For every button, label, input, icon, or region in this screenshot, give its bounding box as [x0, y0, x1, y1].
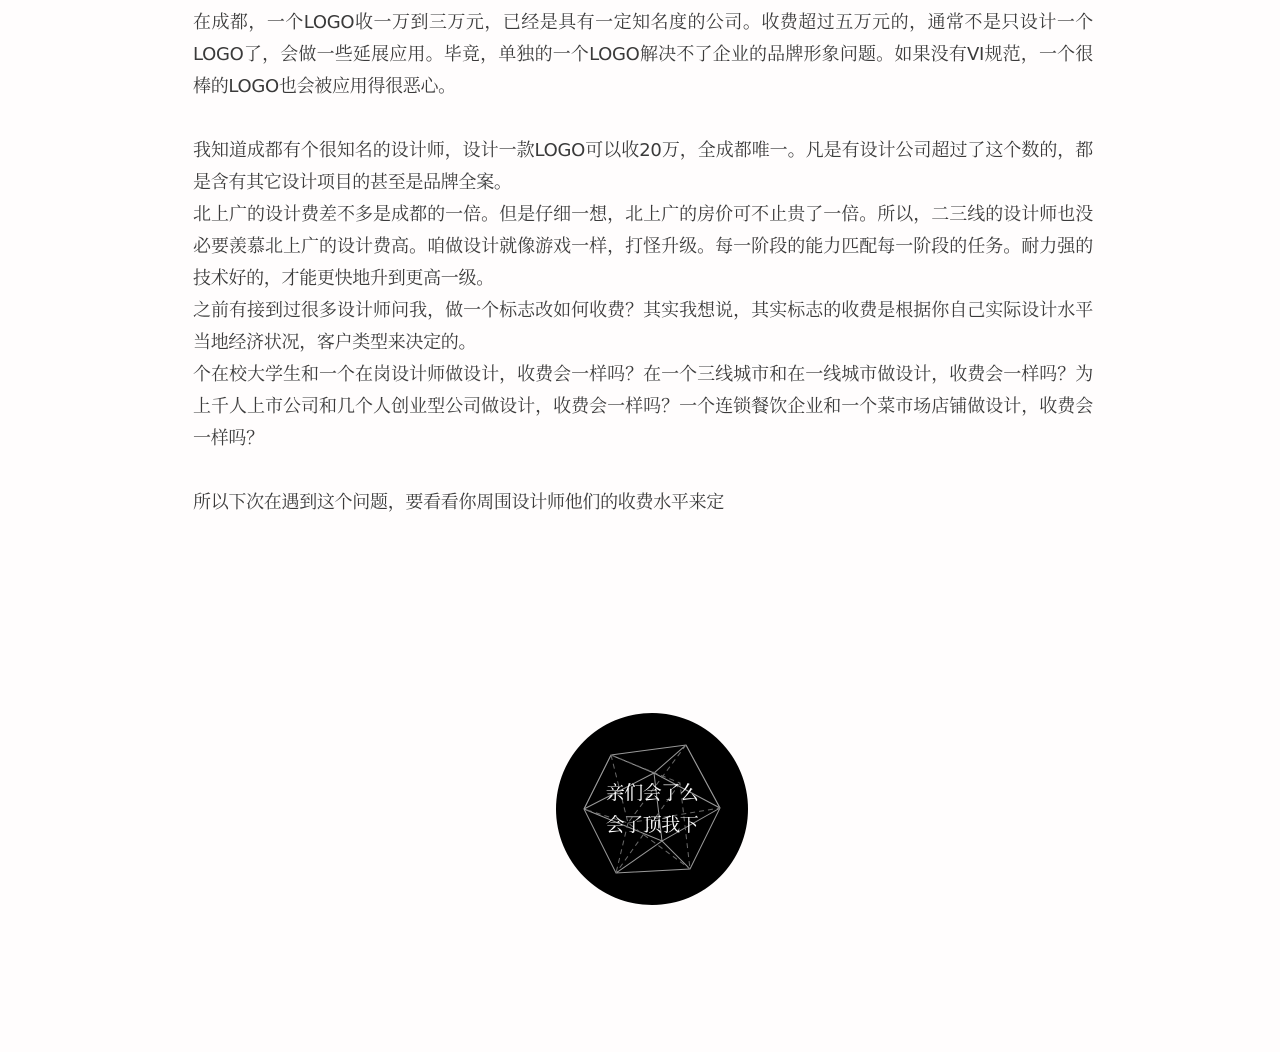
text-line: 技术好的，才能更快地升到更高一级。	[193, 268, 494, 289]
text-line: 棒的LOGO也会被应用得很恶心。	[193, 76, 456, 97]
like-badge-label	[556, 777, 748, 841]
like-badge-line-2: 会了顶我下	[605, 814, 699, 836]
text-line: LOGO了，会做一些延展应用。毕竟，单独的一个LOGO解决不了企业的品牌形象问题。如果没有VI规范，一个很	[193, 44, 1093, 65]
text-line: 是含有其它设计项目的甚至是品牌全案。	[193, 172, 512, 193]
text-line: 所以下次在遇到这个问题，要看看你周围设计师他们的收费水平来定	[193, 492, 724, 513]
text-line: 一样吗？	[193, 428, 264, 449]
paragraph-6	[193, 487, 1093, 519]
text-line: 当地经济状况，客户类型来决定的。	[193, 332, 477, 353]
text-line: 我知道成都有个很知名的设计师，设计一款LOGO可以收20万，全成都唯一。凡是有设计公司超过了这个数的，都	[193, 140, 1093, 161]
text-line: 北上广的设计费差不多是成都的一倍。但是仔细一想，北上广的房价可不止贵了一倍。所以，二三线的设计师也没	[193, 204, 1093, 225]
text-line: 必要羡慕北上广的设计费高。咱做设计就像游戏一样，打怪升级。每一阶段的能力匹配每一阶段的任务。耐力强的	[193, 236, 1093, 257]
paragraph-5	[193, 359, 1093, 455]
text-line: 之前有接到过很多设计师问我，做一个标志改如何收费？其实我想说，其实标志的收费是根据你自己实际设计水平	[193, 300, 1093, 321]
paragraph-3	[193, 199, 1093, 295]
like-badge-line-1: 亲们会了么	[605, 782, 699, 804]
paragraph-spacer	[193, 455, 1093, 487]
text-line: 个在校大学生和一个在岗设计师做设计，收费会一样吗？在一个三线城市和在一线城市做设计，收费会一样吗？为	[193, 364, 1093, 385]
paragraph-2	[193, 135, 1093, 199]
article-body	[193, 7, 1093, 519]
paragraph-1	[193, 7, 1093, 103]
paragraph-4	[193, 295, 1093, 359]
text-line: 上千人上市公司和几个人创业型公司做设计，收费会一样吗？一个连锁餐饮企业和一个菜市场店铺做设计，收费会	[193, 396, 1093, 417]
text-line: 在成都，一个LOGO收一万到三万元，已经是具有一定知名度的公司。收费超过五万元的，通常不是只设计一个	[193, 12, 1093, 33]
like-badge-button[interactable]	[556, 713, 748, 905]
paragraph-spacer	[193, 103, 1093, 135]
